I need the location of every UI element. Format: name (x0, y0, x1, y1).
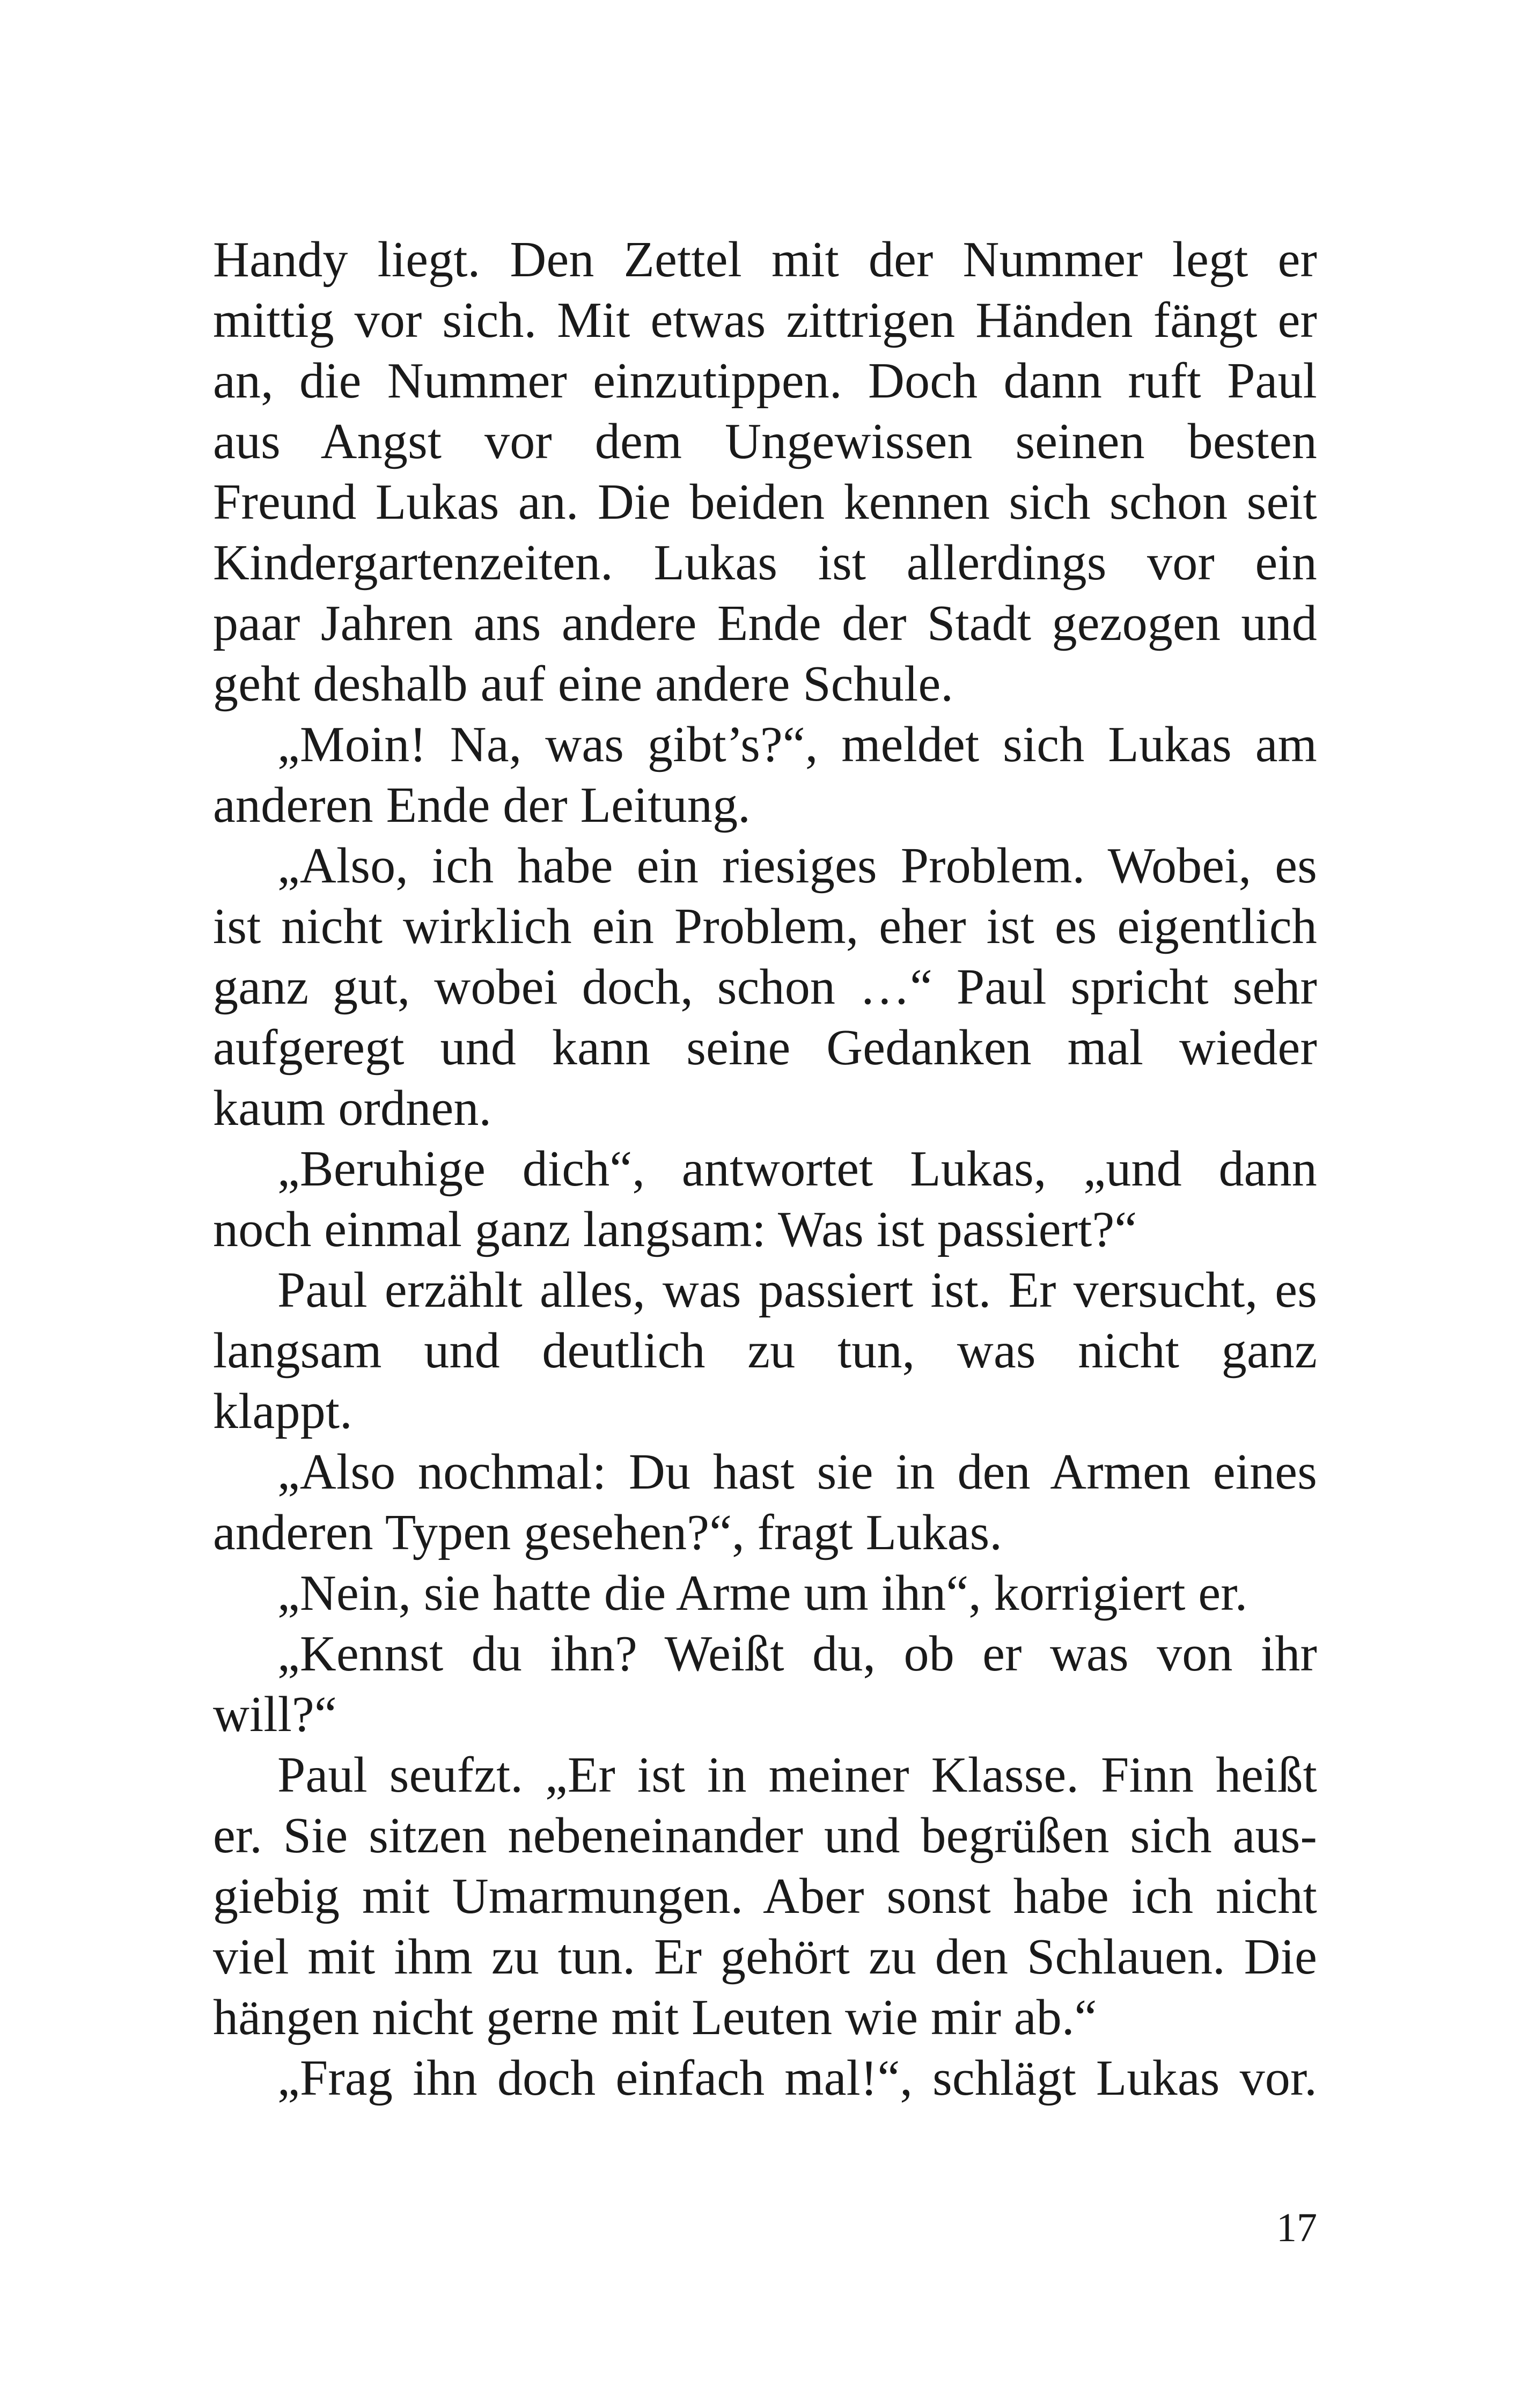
text-line: Paul erzählt alles, was passiert ist. Er versucht, es (277, 1262, 1317, 1318)
text-line: anderen Ende der Leitung. (213, 777, 751, 833)
text-line: „Nein, sie hatte die Arme um ihn“, korrigiert er. (277, 1565, 1248, 1621)
text-line: aufgeregt und kann seine Gedanken mal wieder (213, 1020, 1317, 1076)
text-line: geht deshalb auf eine andere Schule. (213, 656, 954, 712)
text-line: Kindergartenzeiten. Lukas ist allerdings vor ein (213, 535, 1317, 591)
text-line: „Beruhige dich“, antwortet Lukas, „und dann (277, 1141, 1317, 1197)
text-line: giebig mit Umarmungen. Aber sonst habe ich nicht (213, 1868, 1317, 1924)
text-line: Handy liegt. Den Zettel mit der Nummer legt er (213, 232, 1317, 288)
text-line: Freund Lukas an. Die beiden kennen sich schon seit (213, 474, 1317, 530)
text-line: viel mit ihm zu tun. Er gehört zu den Schlauen. Die (213, 1929, 1317, 1985)
text-line: „Frag ihn doch einfach mal!“, schlägt Lukas vor. (277, 2050, 1317, 2106)
text-line: ist nicht wirklich ein Problem, eher ist es eigentlich (213, 899, 1317, 954)
text-line: noch einmal ganz langsam: Was ist passiert?“ (213, 1202, 1137, 1257)
text-line: mittig vor sich. Mit etwas zittrigen Händen fängt er (213, 292, 1317, 348)
text-line: klappt. (213, 1383, 352, 1439)
text-line: „Kennst du ihn? Weißt du, ob er was von ihr (277, 1626, 1317, 1682)
body-text (213, 230, 1317, 2109)
text-line: aus Angst vor dem Ungewissen seinen besten (213, 414, 1317, 469)
page-number: 17 (1276, 2205, 1317, 2250)
text-line: „Moin! Na, was gibt’s?“, meldet sich Lukas am (277, 717, 1317, 772)
text-line: anderen Typen gesehen?“, fragt Lukas. (213, 1505, 1003, 1560)
text-line: hängen nicht gerne mit Leuten wie mir ab.“ (213, 1990, 1097, 2045)
text-line: Paul seufzt. „Er ist in meiner Klasse. Finn heißt (277, 1747, 1317, 1803)
text-line: langsam und deutlich zu tun, was nicht ganz (213, 1323, 1317, 1379)
text-line: ganz gut, wobei doch, schon …“ Paul spricht sehr (213, 959, 1317, 1015)
text-line: will?“ (213, 1687, 337, 1742)
text-line: an, die Nummer einzutippen. Doch dann ruft Paul (213, 353, 1317, 409)
text-line: paar Jahren ans andere Ende der Stadt gezogen und (213, 595, 1317, 651)
text-line: „Also nochmal: Du hast sie in den Armen eines (277, 1444, 1317, 1500)
text-line: kaum ordnen. (213, 1080, 492, 1136)
text-line: er. Sie sitzen nebeneinander und begrüßen sich aus- (213, 1808, 1317, 1864)
text-line: „Also, ich habe ein riesiges Problem. Wobei, es (277, 838, 1317, 894)
